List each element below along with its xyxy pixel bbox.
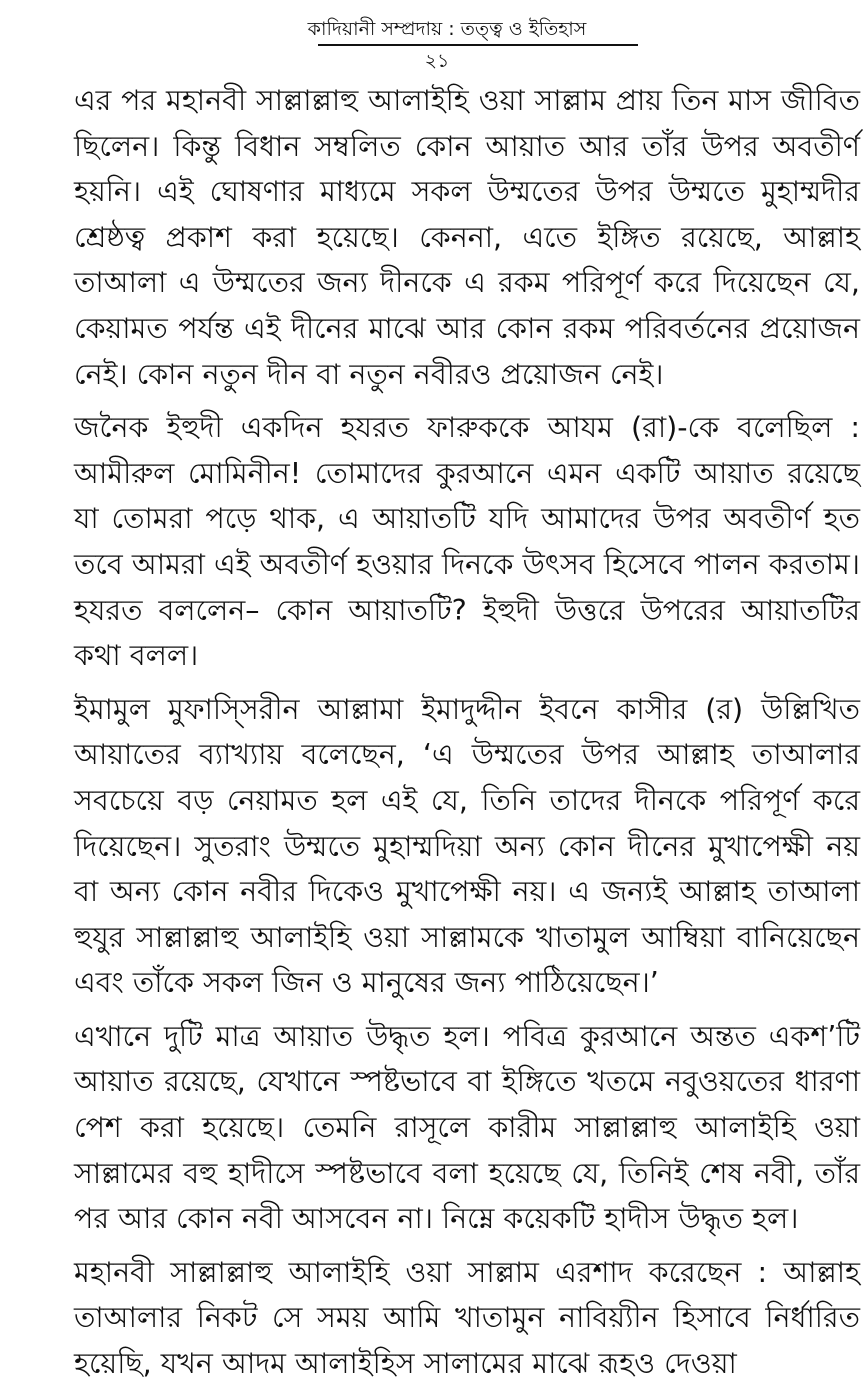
body-paragraph: জনৈক ইহুদী একদিন হযরত ফারুককে আযম (রা)-কে বলেছিল : আমীরুল মোমিনীন! তোমাদের কুরআনে এমন একটি আয়াত রয়েছে যা তোমরা পড়ে থাক, এ আয়াতটি যদি আমাদের উপর অবতীর্ণ হত তবে আমরা এই অবতীর্ণ হওয়ার দিনকে উৎসব হিসেবে পালন করতাম। হযরত বললেন– কোন আয়াতটি? ইহুদী উত্তরে উপরের আয়াতটির কথা বলল। — [74, 411, 860, 673]
body-paragraph: মহানবী সাল্লাল্লাহু আলাইহি ওয়া সাল্লাম এরশাদ করেছেন : আল্লাহ তাআলার নিকট সে সময় আমি খাতামুন নাবিয়্যীন হিসাবে নির্ধারিত হয়েছি, যখন আদম আলাইহিস সালামের মাঝে রূহও দেওয়া — [74, 1255, 860, 1381]
body-paragraph: ইমামুল মুফাস্সিরীন আল্লামা ইমাদুদ্দীন ইবনে কাসীর (র) উল্লিখিত আয়াতের ব্যাখ্যায় বলেছেন, ‘এ উম্মতের উপর আল্লাহ তাআলার সবচেয়ে বড় নেয়ামত হল এই যে, তিনি তাদের দীনকে পরিপূর্ণ করে দিয়েছেন। সুতরাং উম্মতে মুহাম্মদিয়া অন্য কোন দীনের মুখাপেক্ষী নয় বা অন্য কোন নবীর দিকেও মুখাপেক্ষী নয়। এ জন্যই আল্লাহ তাআলা হুযুর সাল্লাল্লাহু আলাইহি ওয়া সাল্লামকে খাতামুল আম্বিয়া বানিয়েছেন এবং তাঁকে সকল জিন ও মানুষের জন্য পাঠিয়েছেন।’ — [74, 692, 860, 1000]
running-title: কাদিয়ানী সম্প্রদায় : তত্ত্ব ও ইতিহাস — [307, 18, 587, 40]
body-paragraph: এখানে দুটি মাত্র আয়াত উদ্ধৃত হল। পবিত্র কুরআনে অন্তত একশ’টি আয়াত রয়েছে, যেখানে স্পষ্টভাবে বা ইঙ্গিতে খতমে নবুওয়তের ধারণা পেশ করা হয়েছে। তেমনি রাসূলে কারীম সাল্লাল্লাহু আলাইহি ওয়া সাল্লামের বহু হাদীসে স্পষ্টভাবে বলা হয়েছে যে, তিনিই শেষ নবী, তাঁর পর আর কোন নবী আসবেন না। নিম্নে কয়েকটি হাদীস উদ্ধৃত হল। — [74, 1019, 860, 1236]
body-paragraph: এর পর মহানবী সাল্লাল্লাহু আলাইহি ওয়া সাল্লাম প্রায় তিন মাস জীবিত ছিলেন। কিন্তু বিধান সম্বলিত কোন আয়াত আর তাঁর উপর অবতীর্ণ হয়নি। এই ঘোষণার মাধ্যমে সকল উম্মতের উপর উম্মতে মুহাম্মদীর শ্রেষ্ঠত্ব প্রকাশ করা হয়েছে। কেননা, এতে ইঙ্গিত রয়েছে, আল্লাহ তাআলা এ উম্মতের জন্য দীনকে এ রকম পরিপূর্ণ করে দিয়েছেন যে, কেয়ামত পর্যন্ত এই দীনের মাঝে আর কোন রকম পরিবর্তনের প্রয়োজন নেই। কোন নতুন দীন বা নতুন নবীরও প্রয়োজন নেই। — [74, 84, 860, 391]
page-number: ২১ — [424, 50, 450, 72]
